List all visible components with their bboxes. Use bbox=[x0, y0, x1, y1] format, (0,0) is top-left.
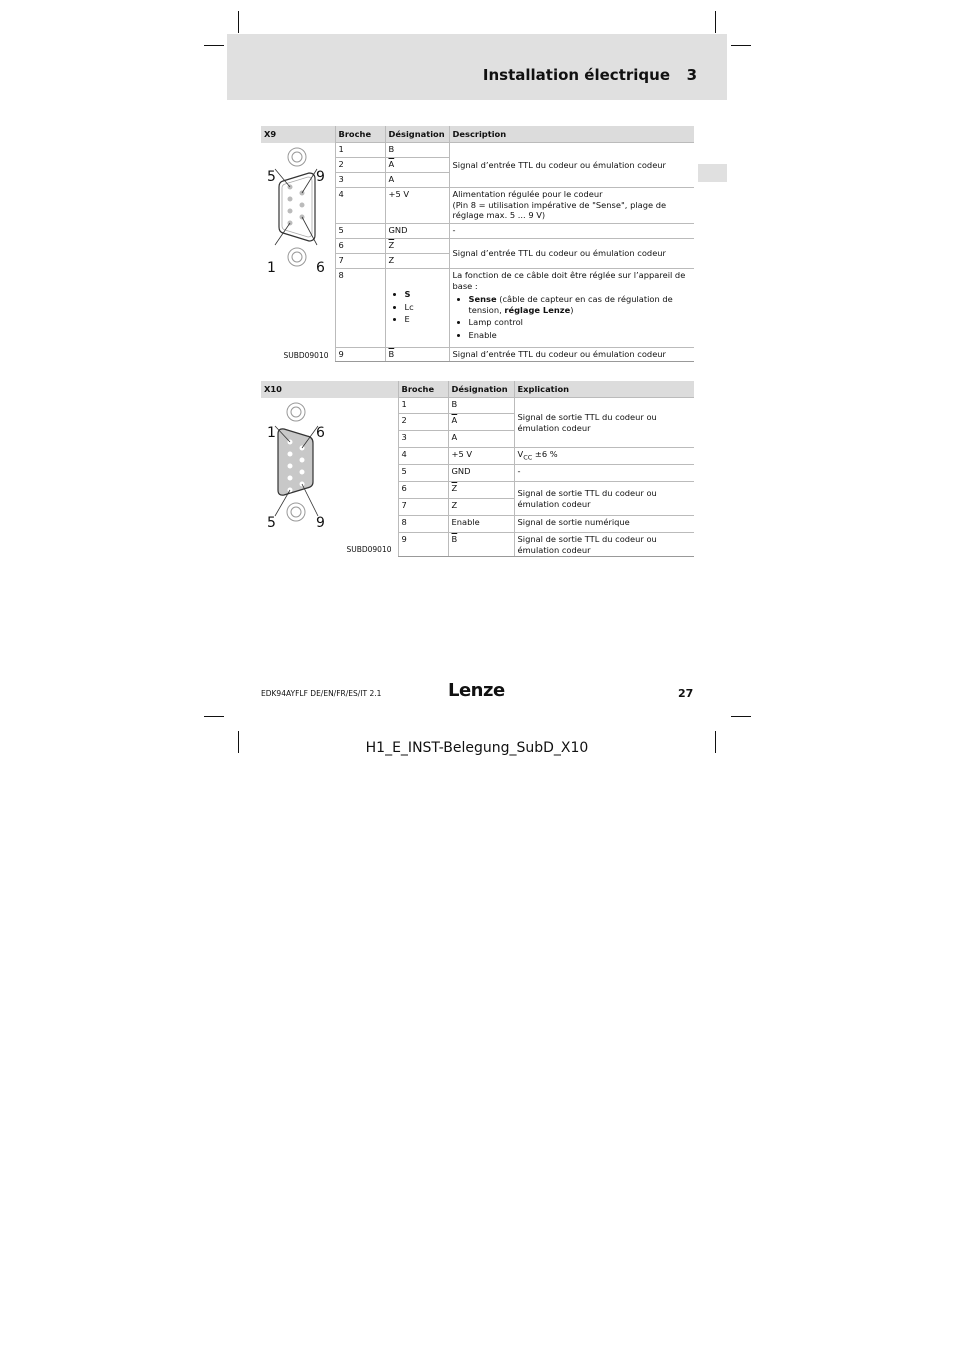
pin-number: 4 bbox=[398, 448, 448, 465]
page-number: 27 bbox=[678, 687, 694, 700]
pin8-option: • S bbox=[405, 289, 446, 300]
col-header-pin: Broche bbox=[398, 381, 448, 398]
connector-label: 9 bbox=[316, 168, 325, 185]
pin-number: 5 bbox=[398, 465, 448, 482]
x9-pinout-table bbox=[261, 126, 694, 362]
pin-designation: $\overline{Z}$ bbox=[385, 239, 449, 254]
chapter-title: Installation électrique bbox=[482, 66, 670, 84]
description-line: Alimentation régulée pour le codeur bbox=[452, 189, 603, 199]
table-header bbox=[261, 381, 694, 398]
figure-caption: H1_E_INST-Belegung_SubD_X10 bbox=[365, 740, 589, 756]
page-header bbox=[227, 34, 727, 100]
col-header-connector: X9 bbox=[261, 126, 335, 143]
pin-number: 9 bbox=[335, 348, 385, 362]
pin-number: 8 bbox=[398, 516, 448, 533]
pin-number: 2 bbox=[335, 158, 385, 173]
pin-designation: $\overline{A}$ bbox=[385, 158, 449, 173]
col-header-designation: Désignation bbox=[448, 381, 514, 398]
pin-number: 3 bbox=[398, 431, 448, 448]
description-intro: La fonction de ce câble doit être réglée sur l’appareil de base : bbox=[452, 270, 686, 291]
pin8-option: • Lc bbox=[405, 302, 446, 313]
pin-designation: $\overline{Z}$ bbox=[448, 482, 514, 499]
pin-designation: Z bbox=[448, 499, 514, 516]
crop-mark bbox=[731, 45, 751, 46]
crop-mark bbox=[715, 11, 716, 33]
description-line: (Pin 8 = utilisation impérative de "Sense", plage de réglage max. 5 ... 9 V) bbox=[452, 199, 667, 220]
connector-label: 5 bbox=[267, 168, 276, 185]
pin-number: 6 bbox=[398, 482, 448, 499]
x9-connector-cell bbox=[261, 143, 335, 362]
chapter-tab-marker bbox=[698, 164, 727, 182]
pin-number: 8 bbox=[335, 269, 385, 348]
pin-number: 2 bbox=[398, 414, 448, 431]
pin-number: 7 bbox=[398, 499, 448, 516]
pin-number: 9 bbox=[398, 533, 448, 557]
pin-number: 1 bbox=[398, 398, 448, 414]
function-option: • Enable bbox=[469, 330, 692, 341]
pin-explanation: Signal de sortie TTL du codeur ou émulation codeur bbox=[514, 398, 694, 448]
col-header-connector: X10 bbox=[261, 381, 398, 398]
pin-designation: B bbox=[448, 398, 514, 414]
x10-connector-cell bbox=[261, 398, 398, 557]
pin-explanation: $V_{CC} \pm 6$ % bbox=[514, 448, 694, 465]
option-name: Sense bbox=[468, 294, 497, 304]
pin-designation: Z bbox=[385, 254, 449, 269]
function-option: • Lamp control bbox=[469, 317, 692, 328]
pin-designation: Enable bbox=[448, 516, 514, 533]
pin-number: 5 bbox=[335, 224, 385, 239]
function-option: • Sense (câble de capteur en cas de régulation de tension, réglage Lenze) bbox=[469, 294, 692, 315]
pin-description: - bbox=[449, 224, 694, 239]
pin-designation: A bbox=[448, 431, 514, 448]
table-row bbox=[261, 398, 694, 414]
pin-description: Signal d’entrée TTL du codeur ou émulation codeur bbox=[449, 348, 694, 362]
connector-label: 6 bbox=[316, 424, 325, 441]
pin-designation: $\overline{B}$ bbox=[385, 348, 449, 362]
chapter-number: 3 bbox=[686, 66, 697, 84]
connector-label: 9 bbox=[316, 514, 325, 531]
connector-label: 5 bbox=[267, 514, 276, 531]
pin-designation: +5 V bbox=[448, 448, 514, 465]
connector-label: 6 bbox=[316, 259, 325, 276]
pin-designation: $\overline{B}$ bbox=[448, 533, 514, 557]
pin-description bbox=[449, 269, 694, 348]
image-code: SUBD09010 bbox=[346, 545, 392, 555]
crop-mark bbox=[238, 11, 239, 33]
pin-number: 4 bbox=[335, 188, 385, 224]
col-header-explanation: Explication bbox=[514, 381, 694, 398]
pin-explanation: - bbox=[514, 465, 694, 482]
col-header-designation: Désignation bbox=[385, 126, 449, 143]
document-code: EDK94AYFLF DE/EN/FR/ES/IT 2.1 bbox=[261, 689, 382, 698]
lenze-logo: Lenze bbox=[448, 680, 505, 701]
pin-number: 6 bbox=[335, 239, 385, 254]
pin-designation: $\overline{A}$ bbox=[448, 414, 514, 431]
x10-pinout-table bbox=[261, 381, 694, 557]
crop-mark bbox=[204, 716, 224, 717]
image-code: SUBD09010 bbox=[283, 351, 329, 360]
pin-designation bbox=[385, 269, 449, 348]
pin-designation: B bbox=[385, 143, 449, 158]
crop-mark bbox=[204, 45, 224, 46]
table-header bbox=[261, 126, 694, 143]
pin-designation: +5 V bbox=[385, 188, 449, 224]
connector-label: 1 bbox=[267, 259, 276, 276]
pin-explanation: Signal de sortie numérique bbox=[514, 516, 694, 533]
col-header-pin: Broche bbox=[335, 126, 385, 143]
pin-number: 1 bbox=[335, 143, 385, 158]
pin-designation: GND bbox=[385, 224, 449, 239]
pin-number: 3 bbox=[335, 173, 385, 188]
pin-description: Signal d’entrée TTL du codeur ou émulation codeur bbox=[449, 239, 694, 269]
connector-label: 1 bbox=[267, 424, 276, 441]
pin-explanation: Signal de sortie TTL du codeur ou émulation codeur bbox=[514, 533, 694, 557]
pin-explanation: Signal de sortie TTL du codeur ou émulation codeur bbox=[514, 482, 694, 516]
pin-number: 7 bbox=[335, 254, 385, 269]
col-header-description: Description bbox=[449, 126, 694, 143]
pin-designation: GND bbox=[448, 465, 514, 482]
pin-description bbox=[449, 188, 694, 224]
table-row bbox=[261, 143, 694, 158]
pin-description: Signal d’entrée TTL du codeur ou émulation codeur bbox=[449, 143, 694, 188]
pin-designation: A bbox=[385, 173, 449, 188]
pin8-option: • E bbox=[405, 314, 446, 325]
crop-mark bbox=[731, 716, 751, 717]
